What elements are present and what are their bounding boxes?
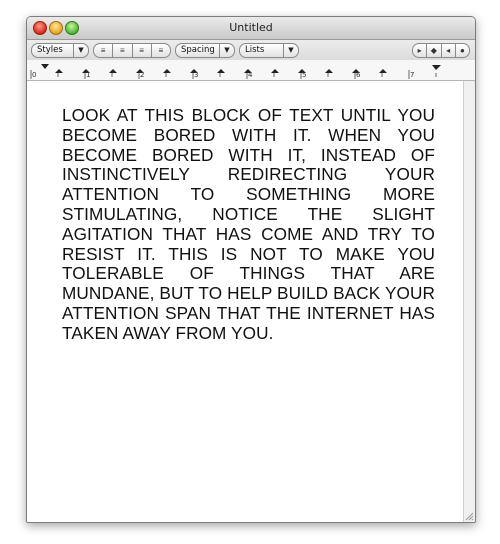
spacing-popup[interactable] (175, 43, 235, 58)
decimal-tab-icon[interactable]: ● (459, 46, 465, 55)
ruler-number: 6 (356, 71, 361, 79)
right-tab-icon[interactable]: ◂ (442, 44, 456, 57)
window-title: Untitled (229, 21, 273, 34)
tab-stop-markers[interactable] (41, 64, 441, 73)
lists-label: Lists (245, 45, 265, 55)
document-text[interactable]: LOOK AT THIS BLOCK OF TEXT UNTIL YOU BECOME BORED WITH IT. WHEN YOU BECOME BORED WITH IT, INSTEAD OF INSTINCTIVELY REDIRECTING YOUR ATTENTION TO SOMETHING MORE STIMULATING, NOTICE THE SLIGHT AGITATION THAT HAS COME AND TRY TO RESIST IT. THIS IS NOT TO MAKE YOU TOLERABLE OF THINGS THAT ARE MUNDANE, BUT TO HELP BUILD BACK YOUR ATTENTION SPAN THAT THE INTERNET HAS TAKEN AWAY FROM YOU. (62, 105, 435, 343)
ruler-number: 2 (140, 71, 145, 79)
document-area[interactable] (27, 81, 463, 522)
ruler-number: 5 (302, 71, 307, 79)
spacing-label: Spacing (181, 45, 215, 55)
chevron-down-icon: ▼ (283, 44, 298, 57)
resize-grip-icon[interactable] (464, 511, 474, 521)
styles-label: Styles (37, 45, 63, 55)
ruler-number: 4 (248, 71, 253, 79)
chevron-down-icon: ▼ (219, 44, 234, 57)
align-center-icon[interactable]: ≡ (113, 44, 132, 57)
ruler-scale (27, 60, 475, 80)
ruler-number: 3 (194, 71, 199, 79)
vertical-scrollbar[interactable] (463, 81, 475, 522)
chevron-down-icon: ▼ (73, 44, 88, 57)
align-left-icon[interactable]: ≡ (94, 44, 113, 57)
title-bar[interactable] (27, 17, 475, 40)
ruler-ticks (31, 70, 436, 79)
ruler[interactable] (27, 60, 475, 81)
align-right-icon[interactable]: ≡ (158, 46, 164, 55)
alignment-control[interactable] (93, 43, 171, 58)
ruler-number: 1 (86, 71, 91, 79)
ruler-number: 7 (410, 71, 415, 79)
tab-stops-control[interactable] (412, 43, 470, 58)
format-toolbar (27, 40, 475, 60)
textedit-window (26, 16, 476, 523)
align-justify-icon[interactable]: ≡ (133, 44, 152, 57)
ruler-number: 0 (32, 71, 37, 79)
left-tab-icon[interactable]: ▸ (413, 44, 427, 57)
lists-popup[interactable] (239, 43, 299, 58)
styles-popup[interactable] (31, 43, 89, 58)
center-tab-icon[interactable]: ◆ (427, 44, 441, 57)
